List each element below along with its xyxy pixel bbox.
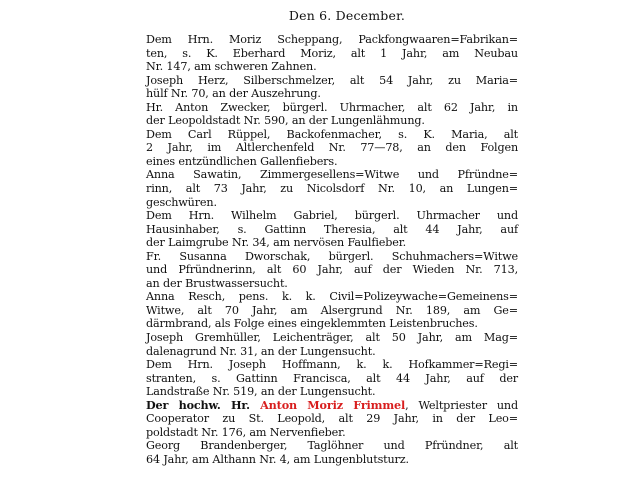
register-entry bbox=[146, 128, 518, 169]
register-entry bbox=[146, 74, 518, 101]
register-entry bbox=[146, 358, 518, 399]
entry-line: Dem Hrn. Wilhelm Gabriel, bürgerl. Uhrmacher und bbox=[146, 209, 518, 223]
entry-line: Anna Sawatin, Zimmergesellens=Witwe und Pfründne= bbox=[146, 168, 518, 182]
entry-line: Hausinhaber, s. Gattinn Theresia, alt 44 Jahr, auf bbox=[146, 222, 518, 236]
entry-line: Fr. Susanna Dworschak, bürgerl. Schuhmachers=Witwe bbox=[146, 249, 518, 263]
entry-line: Landstraße Nr. 519, an der Lungensucht. bbox=[146, 385, 376, 399]
entry-line: der Leopoldstadt Nr. 590, an der Lungenlähmung. bbox=[146, 114, 425, 128]
register-entry bbox=[146, 101, 518, 128]
entry-line: der Laimgrube Nr. 34, am nervösen Faulfieber. bbox=[146, 236, 407, 250]
date-heading: Den 6. December. bbox=[288, 8, 406, 23]
entry-line: Joseph Gremhüller, Leichenträger, alt 50 Jahr, am Mag= bbox=[146, 331, 518, 345]
register-entry bbox=[146, 399, 518, 440]
entry-line: 64 Jahr, am Althann Nr. 4, am Lungenblutsturz. bbox=[146, 452, 409, 466]
highlighted-name: Anton Moriz Frimmel bbox=[260, 397, 406, 412]
register-entry bbox=[146, 250, 518, 291]
entry-line: hülf Nr. 70, an der Auszehrung. bbox=[146, 87, 321, 101]
entry-line: stranten, s. Gattinn Francisca, alt 44 Jahr, auf der bbox=[146, 371, 518, 385]
register-entry bbox=[146, 290, 518, 331]
entry-line: Dem Carl Rüppel, Backofenmacher, s. K. Maria, alt bbox=[146, 127, 518, 141]
entry-line: Georg Brandenberger, Taglöhner und Pfründner, alt bbox=[146, 439, 518, 453]
entry-line: dalenagrund Nr. 31, an der Lungensucht. bbox=[146, 344, 376, 358]
entry-line: Cooperator zu St. Leopold, alt 29 Jahr, in der Leo= bbox=[146, 412, 518, 426]
entry-line: Dem Hrn. Joseph Hoffmann, k. k. Hofkammer=Regi= bbox=[146, 358, 518, 372]
entry-line: eines entzündlichen Gallenfiebers. bbox=[146, 154, 338, 168]
entry-list bbox=[146, 33, 518, 467]
entry-line: därmbrand, als Folge eines eingeklemmten Leistenbruches. bbox=[146, 317, 478, 331]
entry-prefix: Der hochw. Hr. bbox=[146, 397, 261, 412]
entry-line: Joseph Herz, Silberschmelzer, alt 54 Jahr, zu Maria= bbox=[146, 73, 518, 87]
entry-line: poldstadt Nr. 176, am Nervenfieber. bbox=[146, 425, 346, 439]
register-entry bbox=[146, 33, 518, 74]
entry-line: Witwe, alt 70 Jahr, am Alsergrund Nr. 189, am Ge= bbox=[146, 303, 518, 317]
entry-line: rinn, alt 73 Jahr, zu Nicolsdorf Nr. 10, an Lungen= bbox=[146, 182, 518, 196]
entry-line: 2 Jahr, im Altlerchenfeld Nr. 77—78, an den Folgen bbox=[146, 141, 518, 155]
entry-line: Dem Hrn. Moriz Scheppang, Packfongwaaren=Fabrikan= bbox=[146, 33, 518, 46]
entry-line: ten, s. K. Eberhard Moriz, alt 1 Jahr, am Neubau bbox=[146, 46, 518, 60]
death-register-page bbox=[146, 8, 518, 467]
entry-line bbox=[146, 397, 518, 413]
entry-line: Nr. 147, am schweren Zahnen. bbox=[146, 60, 317, 74]
entry-line: an der Brustwassersucht. bbox=[146, 276, 288, 290]
entry-line: und Pfründnerinn, alt 60 Jahr, auf der Wieden Nr. 713, bbox=[146, 263, 518, 277]
entry-line: Hr. Anton Zwecker, bürgerl. Uhrmacher, alt 62 Jahr, in bbox=[146, 100, 518, 114]
register-entry bbox=[146, 439, 518, 466]
register-entry bbox=[146, 331, 518, 358]
entry-suffix: , Weltpriester und bbox=[405, 398, 518, 412]
entry-line: geschwüren. bbox=[146, 195, 217, 209]
register-entry bbox=[146, 168, 518, 209]
entry-line: Anna Resch, pens. k. k. Civil=Polizeywache=Gemeinens= bbox=[146, 290, 518, 304]
register-entry bbox=[146, 209, 518, 250]
